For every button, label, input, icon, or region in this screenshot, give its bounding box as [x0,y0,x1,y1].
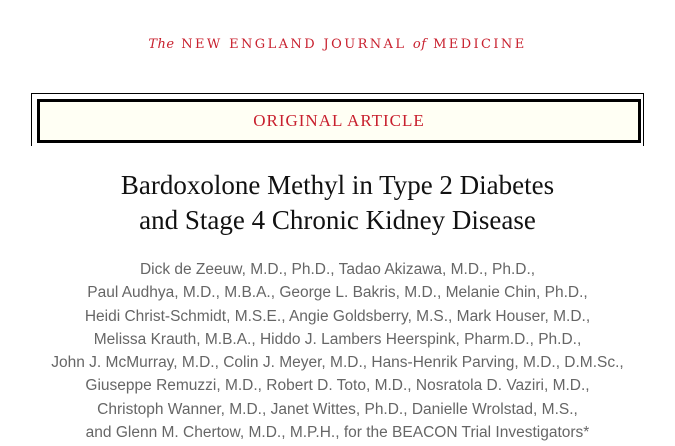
title-line: and Stage 4 Chronic Kidney Disease [139,205,536,235]
author-line: and Glenn M. Chertow, M.D., M.P.H., for the BEACON Trial Investigators* [85,424,590,442]
author-line: Melissa Krauth, M.B.A., Hiddo J. Lambers Heerspink, Pharm.D., Ph.D., [93,330,582,348]
author-line: Dick de Zeeuw, M.D., Ph.D., Tadao Akizawa, M.D., Ph.D., [139,261,536,278]
journal-name-part2: MEDICINE [433,37,527,52]
author-line: Christoph Wanner, M.D., Janet Wittes, Ph.D., Danielle Wrolstad, M.S., [97,400,578,418]
article-title [0,168,675,238]
journal-name-part1: NEW ENGLAND JOURNAL [181,37,407,52]
author-list [0,258,675,444]
author-line: John J. McMurray, M.D., Colin J. Meyer, M.D., Hans-Henrik Parving, M.D., D.M.Sc., [51,354,624,372]
journal-masthead [0,37,675,52]
title-line: Bardoxolone Methyl in Type 2 Diabetes [120,170,555,200]
author-line: Giuseppe Remuzzi, M.D., Robert D. Toto, M.D., Nosratola D. Vaziri, M.D., [85,377,590,395]
journal-prefix: The [148,37,175,52]
author-line: Paul Audhya, M.D., M.B.A., George L. Bakris, M.D., Melanie Chin, Ph.D., [87,284,588,302]
journal-connector: of [412,37,427,52]
article-type-label: ORIGINAL ARTICLE [253,111,425,130]
author-line: Heidi Christ-Schmidt, M.S.E., Angie Goldsberry, M.S., Mark Houser, M.D., [84,307,591,325]
article-type-banner [37,99,641,143]
